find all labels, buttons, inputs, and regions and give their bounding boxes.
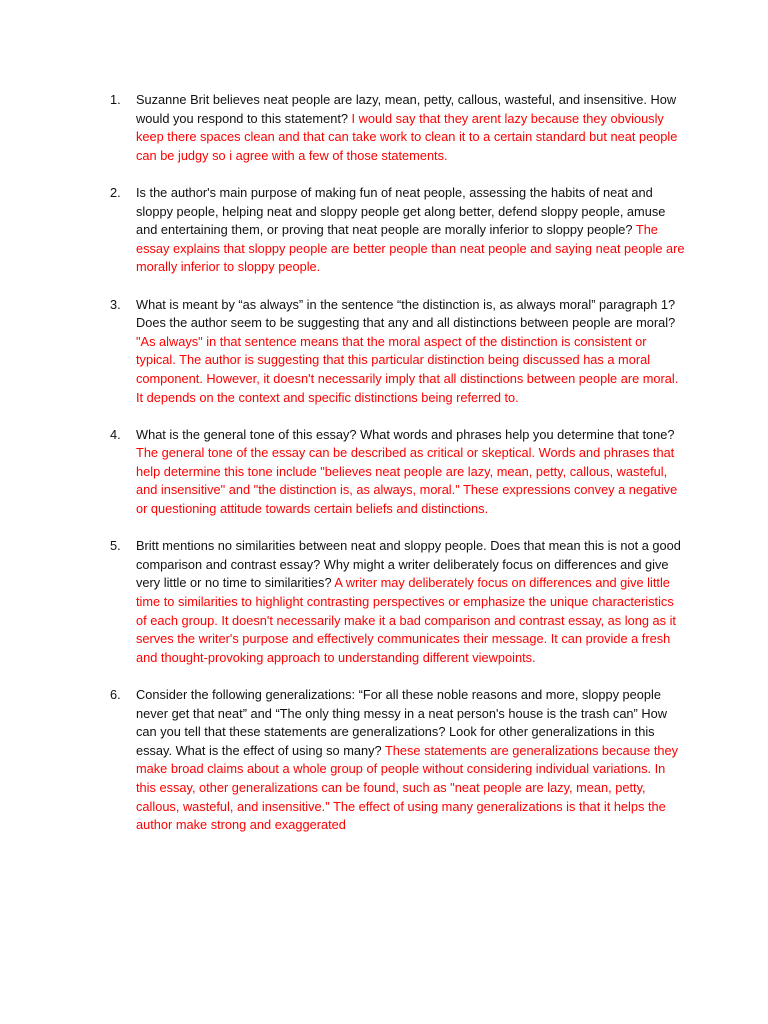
answer-text: The essay explains that sloppy people are better people than neat people and saying neat people are morally inferior to sloppy people. [136,222,685,275]
item-number: 6. [110,687,121,702]
answer-text: "As always" in that sentence means that the moral aspect of the distinction is consistent or typical. The author is suggesting that this particular distinction being discussed has a moral component. However, it doesn't necessarily imply that all distinctions between people are moral. It depends on the context and specific distinctions being referred to. [136,333,679,405]
item-text [136,686,686,835]
item-number: 1. [110,92,121,107]
question-text: Consider the following generalizations: “For all these noble reasons and more, sloppy people never get that neat” and “The only thing messy in a neat person's house is the trash can” How can you tell that these statements are generalizations? Look for other generalizations in this essay. What is the effect of using so many? [136,687,667,758]
question-text: Is the author's main purpose of making fun of neat people, assessing the habits of neat and sloppy people, helping neat and sloppy people get along better, defend sloppy people, amuse and entertaining them, or proving that neat people are morally inferior to sloppy people? [136,184,666,238]
item-number: 4. [110,426,121,442]
answer-text: These statements are generalizations because they make broad claims about a whole group of people without considering individual variations. In this essay, other generalizations can be found, such as "neat people are lazy, mean, petty, callous, wasteful, and insensitive." The effect of using many generalizations is that it helps the author make strong and exaggerated [136,742,679,833]
answer-text: I would say that they arent lazy because they obviously keep there spaces clean and that can take work to clean it to a certain standard but neat people can be judgy so i agree with a few of those statements. [136,110,678,163]
list-item [110,426,686,519]
item-number: 3. [110,296,121,312]
item-number: 2. [110,184,121,200]
item-number: 5. [110,538,121,554]
list-item [110,537,686,667]
question-text: Britt mentions no similarities between neat and sloppy people. Does that mean this is not a good comparison and contrast essay? Why might a writer deliberately focus on differences and give very little or no time to similarities? [136,538,681,591]
list-item [110,296,686,408]
list-item [110,91,686,165]
question-text: What is the general tone of this essay? What words and phrases help you determine that tone? [136,426,675,442]
question-text: What is meant by “as always” in the sentence “the distinction is, as always moral” paragraph 1? Does the author seem to be suggesting that any and all distinctions between people are moral? [136,296,676,331]
item-text [136,184,686,277]
list-item [110,686,686,835]
item-text [136,91,686,165]
item-text [136,537,686,667]
item-text [136,426,686,519]
item-text [136,296,686,408]
answer-text: The general tone of the essay can be described as critical or skeptical. Words and phrases that help determine this tone include "believes neat people are lazy, mean, petty, callous, wasteful, and insensitive" and "the distinction is, as always, moral." These expressions convey a negative or questioning attitude towards certain beliefs and distinctions. [136,445,678,517]
answer-text: A writer may deliberately focus on differences and give little time to similarities to highlight contrasting perspectives or emphasize the unique characteristics of each group. It doesn't necessarily make it a bad comparison and contrast essay, as long as it serves the writer's purpose and effectively communicates their message. It can provide a fresh and thought-provoking approach to understanding different viewpoints. [136,575,676,665]
list-item [110,184,686,277]
question-list [110,91,686,853]
question-text: Suzanne Brit believes neat people are lazy, mean, petty, callous, wasteful, and insensitive. How would you respond to this statement? [136,92,677,126]
